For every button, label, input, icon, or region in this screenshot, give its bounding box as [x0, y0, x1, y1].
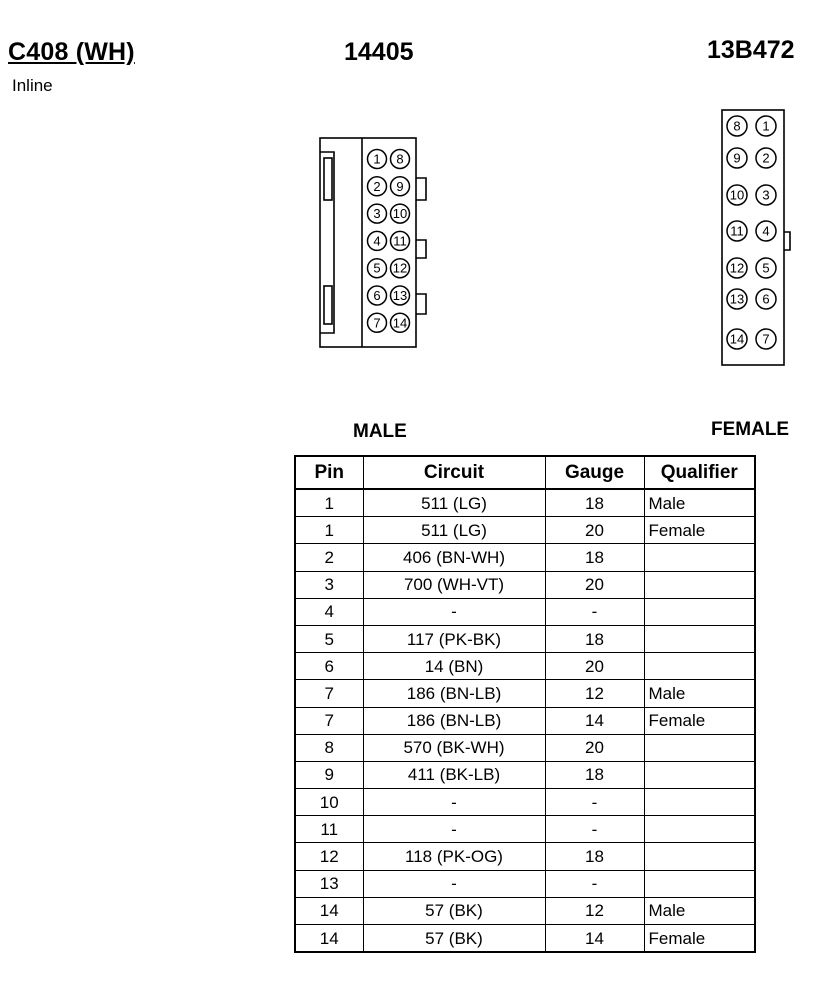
gauge-cell: 18 — [545, 843, 644, 870]
table-row — [295, 544, 755, 571]
column-header-qualifier: Qualifier — [644, 456, 755, 489]
pin-circle — [756, 148, 776, 168]
pin-number: 5 — [762, 260, 770, 276]
qualifier-cell — [644, 544, 755, 571]
qualifier-cell — [644, 734, 755, 761]
circuit-cell: 511 (LG) — [363, 517, 545, 544]
pin-number: 12 — [729, 260, 745, 276]
pin-cell: 7 — [295, 680, 363, 707]
pin-circle — [756, 258, 776, 278]
circuit-cell: 406 (BN-WH) — [363, 544, 545, 571]
pin-circle — [368, 204, 387, 223]
pin-number: 13 — [729, 291, 745, 307]
gauge-cell: - — [545, 870, 644, 897]
pin-cell: 3 — [295, 571, 363, 598]
male-label: MALE — [353, 421, 407, 442]
pin-cell: 11 — [295, 816, 363, 843]
circuit-cell: 57 (BK) — [363, 897, 545, 924]
table-row — [295, 571, 755, 598]
pin-number: 11 — [730, 223, 744, 239]
pin-number: 8 — [396, 151, 404, 167]
pin-cell: 13 — [295, 870, 363, 897]
pin-number: 3 — [373, 206, 381, 222]
qualifier-cell: Female — [644, 707, 755, 734]
gauge-cell: 12 — [545, 680, 644, 707]
qualifier-cell: Male — [644, 897, 755, 924]
table-row — [295, 761, 755, 788]
pin-circle — [368, 313, 387, 332]
qualifier-cell — [644, 653, 755, 680]
gauge-cell: - — [545, 789, 644, 816]
qualifier-cell: Female — [644, 925, 755, 953]
pin-circle — [391, 231, 410, 250]
circuit-cell: 411 (BK-LB) — [363, 761, 545, 788]
pin-number: 13 — [392, 288, 408, 303]
gauge-cell: 20 — [545, 734, 644, 761]
gauge-cell: 18 — [545, 544, 644, 571]
gauge-cell: - — [545, 816, 644, 843]
pin-cell: 5 — [295, 625, 363, 652]
pin-number: 1 — [762, 118, 770, 134]
female-label: FEMALE — [711, 419, 790, 440]
qualifier-cell: Female — [644, 517, 755, 544]
female-key-tab — [784, 232, 790, 250]
qualifier-cell — [644, 598, 755, 625]
table-row — [295, 489, 755, 517]
pin-cell: 8 — [295, 734, 363, 761]
pin-circle — [391, 204, 410, 223]
table-row — [295, 734, 755, 761]
pin-circle — [368, 177, 387, 196]
pin-circle — [727, 148, 747, 168]
circuit-cell: 186 (BN-LB) — [363, 707, 545, 734]
pin-circle — [368, 286, 387, 305]
qualifier-cell — [644, 789, 755, 816]
pin-number: 7 — [373, 315, 381, 331]
table-row — [295, 680, 755, 707]
pin-circle — [391, 286, 410, 305]
pinout-table — [294, 455, 756, 953]
pin-circle — [756, 116, 776, 136]
gauge-cell: 20 — [545, 571, 644, 598]
table-row — [295, 925, 755, 953]
pin-number: 1 — [373, 151, 381, 167]
gauge-cell: - — [545, 598, 644, 625]
pin-circle — [756, 221, 776, 241]
pin-number: 9 — [396, 178, 404, 194]
qualifier-cell: Male — [644, 489, 755, 517]
male-key-tab-3 — [416, 294, 426, 314]
male-latch-slot-lower — [324, 286, 332, 324]
column-header-pin: Pin — [295, 456, 363, 489]
pin-number: 10 — [392, 206, 408, 222]
pin-circle — [727, 116, 747, 136]
pin-circle — [756, 329, 776, 349]
pin-cell: 1 — [295, 517, 363, 544]
qualifier-cell: Male — [644, 680, 755, 707]
pin-number: 6 — [762, 291, 770, 307]
connector-id-title: C408 (WH) — [8, 38, 135, 66]
qualifier-cell — [644, 625, 755, 652]
pin-cell: 14 — [295, 897, 363, 924]
qualifier-cell — [644, 870, 755, 897]
pin-number: 8 — [733, 118, 741, 134]
pin-number: 9 — [733, 150, 741, 166]
gauge-cell: 18 — [545, 761, 644, 788]
circuit-cell: 511 (LG) — [363, 489, 545, 517]
pin-circle — [756, 289, 776, 309]
pin-circle — [368, 259, 387, 278]
pin-number: 6 — [373, 288, 381, 303]
pin-number: 4 — [762, 223, 770, 239]
pin-circle — [727, 185, 747, 205]
gauge-cell: 18 — [545, 489, 644, 517]
pin-number: 14 — [392, 315, 408, 331]
table-header-row — [295, 456, 755, 489]
female-pin-group — [727, 116, 776, 349]
pin-circle — [391, 259, 410, 278]
table-row — [295, 843, 755, 870]
pin-circle — [727, 289, 747, 309]
pin-number: 4 — [373, 233, 381, 249]
pin-number: 14 — [729, 331, 745, 347]
pin-cell: 6 — [295, 653, 363, 680]
male-part-number: 14405 — [344, 38, 414, 66]
gauge-cell: 18 — [545, 625, 644, 652]
table-row — [295, 816, 755, 843]
table-row — [295, 707, 755, 734]
female-part-number: 13B472 — [707, 36, 795, 64]
pin-circle — [368, 150, 387, 169]
circuit-cell: 57 (BK) — [363, 925, 545, 953]
pin-circle — [727, 221, 747, 241]
gauge-cell: 12 — [545, 897, 644, 924]
male-key-tab-1 — [416, 178, 426, 200]
pin-number: 2 — [373, 178, 381, 194]
table-row — [295, 789, 755, 816]
connector-diagrams — [0, 0, 826, 400]
pin-number: 12 — [392, 260, 408, 276]
pin-cell: 12 — [295, 843, 363, 870]
pin-circle — [368, 231, 387, 250]
table-row — [295, 897, 755, 924]
male-latch-slot-upper — [324, 158, 332, 200]
pin-cell: 1 — [295, 489, 363, 517]
column-header-circuit: Circuit — [363, 456, 545, 489]
pin-number: 2 — [762, 150, 770, 166]
pin-cell: 7 — [295, 707, 363, 734]
pin-number: 11 — [393, 233, 407, 249]
pin-circle — [391, 150, 410, 169]
pin-circle — [391, 177, 410, 196]
table-row — [295, 653, 755, 680]
table-row — [295, 625, 755, 652]
column-header-gauge: Gauge — [545, 456, 644, 489]
qualifier-cell — [644, 843, 755, 870]
male-pin-group — [368, 150, 410, 333]
circuit-cell: - — [363, 789, 545, 816]
pin-circle — [727, 258, 747, 278]
gauge-cell: 20 — [545, 517, 644, 544]
circuit-cell: 14 (BN) — [363, 653, 545, 680]
qualifier-cell — [644, 816, 755, 843]
circuit-cell: 118 (PK-OG) — [363, 843, 545, 870]
circuit-cell: 570 (BK-WH) — [363, 734, 545, 761]
pin-number: 10 — [729, 187, 745, 203]
circuit-cell: - — [363, 870, 545, 897]
pin-cell: 9 — [295, 761, 363, 788]
connector-subtitle: Inline — [12, 76, 53, 95]
pin-number: 5 — [373, 260, 381, 276]
pin-circle — [756, 185, 776, 205]
circuit-cell: - — [363, 598, 545, 625]
pin-circle — [727, 329, 747, 349]
male-key-tab-2 — [416, 240, 426, 258]
pin-cell: 4 — [295, 598, 363, 625]
qualifier-cell — [644, 761, 755, 788]
pin-cell: 14 — [295, 925, 363, 953]
pin-circle — [391, 313, 410, 332]
pin-cell: 2 — [295, 544, 363, 571]
table-row — [295, 870, 755, 897]
gauge-cell: 14 — [545, 925, 644, 953]
circuit-cell: 186 (BN-LB) — [363, 680, 545, 707]
gauge-cell: 14 — [545, 707, 644, 734]
gauge-cell: 20 — [545, 653, 644, 680]
qualifier-cell — [644, 571, 755, 598]
circuit-cell: 117 (PK-BK) — [363, 625, 545, 652]
table-row — [295, 517, 755, 544]
pin-number: 7 — [762, 331, 770, 347]
table-row — [295, 598, 755, 625]
circuit-cell: 700 (WH-VT) — [363, 571, 545, 598]
pin-cell: 10 — [295, 789, 363, 816]
circuit-cell: - — [363, 816, 545, 843]
pin-number: 3 — [762, 187, 770, 203]
